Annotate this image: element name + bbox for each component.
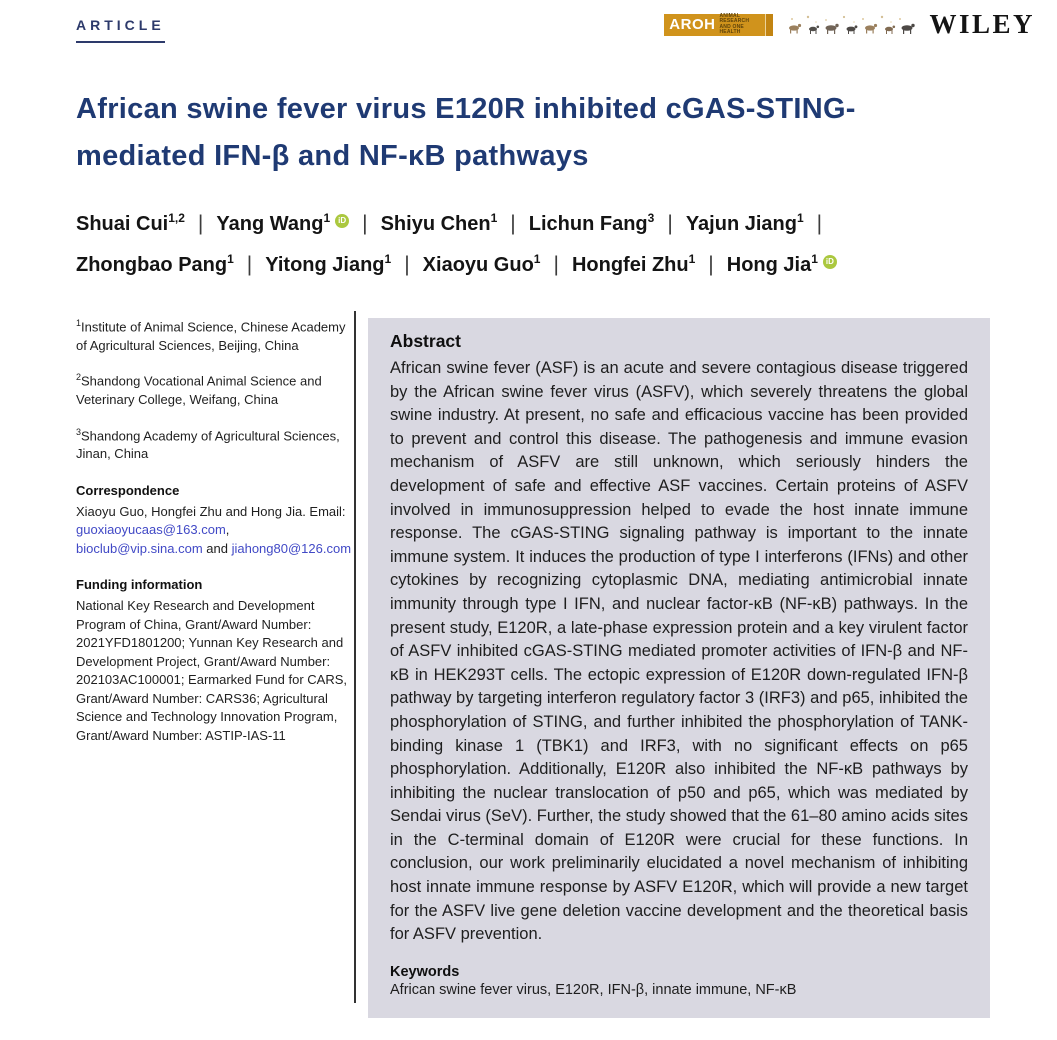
- author-list-line-1: [76, 203, 1016, 244]
- author-list-line-2: [76, 244, 1016, 285]
- author-separator: |: [197, 212, 204, 235]
- left-column: [76, 314, 352, 745]
- author-affiliation-sup: 1,2: [168, 211, 185, 225]
- correspondence-text: Xiaoyu Guo, Hongfei Zhu and Hong Jia.: [76, 503, 306, 519]
- journal-logo-name-line1: ANIMAL RESEARCH: [719, 12, 750, 24]
- correspondence-separator-1: ,: [225, 522, 230, 538]
- journal-logo-aroh: [664, 14, 773, 36]
- author: [727, 254, 837, 276]
- author-name: Lichun Fang: [528, 213, 648, 235]
- affiliation-1-text: Institute of Animal Science, Chinese Academy of Agricultural Sciences, Beijing, China: [76, 319, 346, 353]
- paper-title: [76, 86, 856, 180]
- affiliation-2-text: Shandong Vocational Animal Science and Veterinary College, Weifang, China: [76, 373, 322, 408]
- affiliation-2-sup: 2: [76, 372, 82, 383]
- author-separator: |: [246, 253, 253, 276]
- keywords-text: African swine fever virus, E120R, IFN-β, innate immune, NF-κB: [390, 981, 797, 998]
- correspondence-separator-2: and: [202, 540, 232, 556]
- author-separator: |: [816, 212, 823, 235]
- author-name: Shuai Cui: [76, 213, 169, 235]
- author-affiliation-sup: 1: [227, 252, 234, 266]
- article-type-label: ARTICLE: [76, 17, 165, 43]
- author: [76, 213, 185, 235]
- author: [216, 213, 349, 235]
- author: [265, 254, 391, 276]
- author: [529, 213, 655, 235]
- author-name: Shiyu Chen: [380, 213, 491, 235]
- correspondence-body: [76, 503, 352, 559]
- paper-title-line1: African swine fever virus E120R inhibited cGAS-STING-: [76, 93, 856, 125]
- affiliation-3-sup: 3: [76, 426, 82, 437]
- author-separator: |: [362, 212, 368, 235]
- author-name: Yitong Jiang: [265, 254, 385, 276]
- author-name: Zhongbao Pang: [76, 254, 228, 276]
- author-name: Hong Jia: [726, 254, 812, 276]
- abstract-heading: Abstract: [390, 331, 461, 351]
- author-list: [76, 203, 1016, 285]
- author: [686, 213, 804, 235]
- author-name: Hongfei Zhu: [571, 254, 689, 276]
- author-separator: |: [404, 253, 410, 276]
- header-logos: [664, 9, 1035, 40]
- orcid-icon[interactable]: iD: [335, 214, 349, 228]
- column-divider: [354, 311, 356, 1003]
- author-name: Yajun Jiang: [685, 213, 797, 235]
- keywords-heading: Keywords: [390, 963, 460, 980]
- correspondence-email-label: Email:: [305, 503, 346, 519]
- funding-body: National Key Research and Development Program of China, Grant/Award Number: 2021YFD1801200; Yunnan Key Research and Development Project, Grant/Award Number: 202103AC100001; Earmarked Fund for CARS, Grant/Award Number: CARS36; Agricultural Science and Technology Innovation Program, Grant/Award Number: ASTIP-IAS-11: [76, 598, 347, 743]
- affiliation-1-sup: 1: [76, 318, 82, 328]
- affiliation-3-text: Shandong Academy of Agricultural Sciences, Jinan, China: [76, 427, 340, 462]
- author-separator: |: [510, 212, 516, 235]
- author: [423, 254, 541, 276]
- author-affiliation-sup: 1: [796, 211, 804, 225]
- correspondence-heading: Correspondence: [76, 482, 180, 498]
- paper-title-line2: mediated IFN-β and NF-κB pathways: [76, 140, 589, 172]
- author-separator: |: [708, 253, 714, 276]
- affiliation-1: [76, 314, 352, 355]
- affiliation-3: [76, 423, 352, 464]
- abstract-text: African swine fever (ASF) is an acute and severe contagious disease triggered by the African swine fever virus (ASFV), which severely threatens the global swine industry. At present, no safe and efficacious vaccine has been provided to prevent and control this disease. The pathogenesis and immune evasion mechanism of ASFV are still unknown, which seriously hinders the development of safe and effective ASF vaccines. Certain proteins of ASFV involved in immunosuppression helped to evade the host innate immune response. The cGAS-STING signaling pathway is important to the innate immune system. It induces the production of type I interferons (IFNs) and other cytokines by recognizing cytoplasmic DNA, mediating antimicrobial innate immunity through type I IFN, and nuclear factor-κB (NF-κB) pathways. In the present study, E120R, a late-phase expression protein and a key virulent factor of ASFV inhibited cGAS-STING mediated promoter activities of IFN-β and NF-κB in HEK293T cells. The ectopic expression of E120R down-regulated IFN-β pathway by targeting interferon regulatory factor 3 (IRF3) and p65, inhibited the phosphorylation of STING, and further inhibited the phosphorylation of TANK-binding kinase 1 (TBK1) and IRF3, with no significant effects on p65 phosphorylation. Additionally, E120R also inhibited the NF-κB pathways by inhibiting the nuclear translocation of p50 and p65, which was mediated by Sendai virus (SeV). Further, the study showed that the 61–80 amino acids sites in the C-terminal domain of E120R were crucial for these functions. In conclusion, our work preliminarily elucidated a novel mechanism of inhibiting host innate immune response by ASFV E120R, which will provide a new target for the ASFV live gene deletion vaccine development and the theoretical basis for ASFV prevention.: [390, 359, 968, 944]
- journal-logo-name-line2: AND ONE HEALTH: [719, 23, 744, 35]
- animal-silhouettes-strip: [786, 14, 916, 36]
- affiliation-2: [76, 368, 352, 409]
- funding-heading: Funding information: [76, 577, 203, 593]
- author-name: Yang Wang: [216, 213, 324, 235]
- author-name: Xiaoyu Guo: [422, 254, 534, 276]
- author-affiliation-sup: 1: [384, 252, 392, 266]
- publisher-logo-wiley: WILEY: [929, 9, 1035, 39]
- correspondence-email-1[interactable]: guoxiaoyucaas@163.com: [76, 522, 226, 538]
- journal-logo-name: [719, 14, 765, 36]
- author: [572, 254, 695, 276]
- author: [76, 254, 234, 276]
- journal-logo-acronym: AROH: [669, 15, 716, 33]
- correspondence-email-3[interactable]: jiahong80@126.com: [231, 540, 352, 556]
- author-separator: |: [667, 212, 673, 235]
- journal-logo-end-segment: [765, 14, 773, 36]
- author-affiliation-sup: 3: [647, 211, 655, 225]
- orcid-icon[interactable]: iD: [823, 255, 837, 269]
- author-affiliation-sup: 1: [490, 211, 498, 225]
- author-affiliation-sup: 1: [688, 252, 696, 266]
- correspondence-email-2[interactable]: bioclub@vip.sina.com: [76, 540, 203, 556]
- author-separator: |: [553, 253, 559, 276]
- author-affiliation-sup: 1: [811, 252, 818, 266]
- author: [381, 213, 498, 235]
- abstract-panel: [368, 318, 990, 1018]
- author-affiliation-sup: 1: [533, 252, 541, 266]
- author-affiliation-sup: 1: [323, 211, 331, 225]
